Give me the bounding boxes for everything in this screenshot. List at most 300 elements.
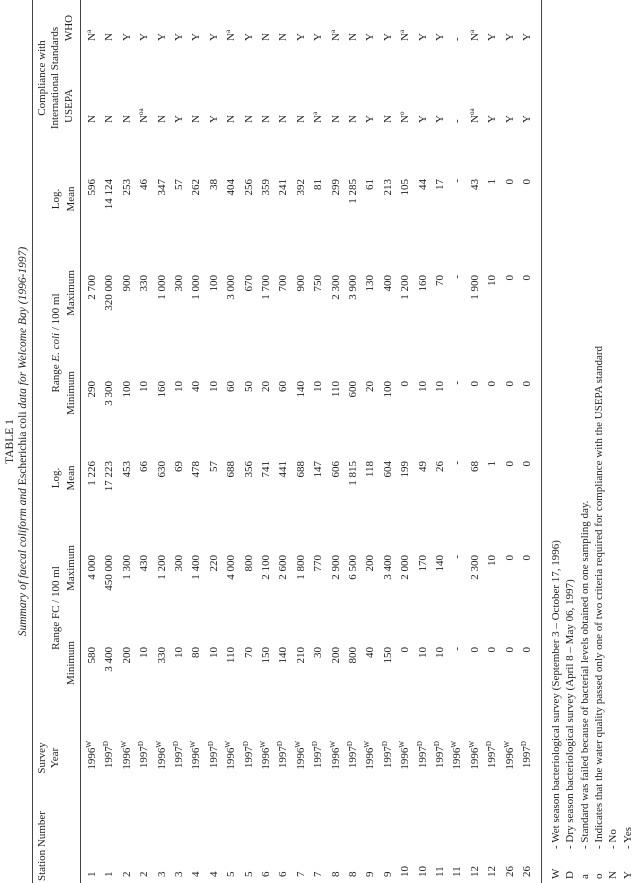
cell-fc-max xyxy=(399,555,412,613)
cell-value: 1997 xyxy=(312,746,325,769)
cell-value: 300 xyxy=(173,275,185,292)
cell-value: 1996 xyxy=(503,747,516,770)
footnote-text: - Dry season bacteriological survey (April 8 – May 06, 1997) xyxy=(564,579,577,849)
cell-value: - xyxy=(451,119,464,123)
cell-value: Y xyxy=(503,115,516,123)
cell-fc-mean xyxy=(364,461,377,503)
cell-value: 5 xyxy=(242,871,255,877)
cell-usepa xyxy=(121,93,134,123)
cell-value: 688 xyxy=(294,461,307,478)
cell-ec-max xyxy=(225,275,238,333)
cell-fc-max xyxy=(121,555,134,613)
cell-usepa xyxy=(486,93,499,123)
cell-ec-min xyxy=(364,381,377,421)
cell-value: 10 xyxy=(399,866,412,877)
cell-value: 110 xyxy=(225,647,238,664)
cell-fc-mean xyxy=(486,461,499,503)
cell-ec-max xyxy=(451,275,464,333)
cell-value: Y xyxy=(190,33,203,41)
cell-value: 1 226 xyxy=(86,461,98,486)
cell-value: N xyxy=(138,115,151,123)
header-range-fc: Range FC / 100 ml xyxy=(50,566,62,650)
cell-ec-mean xyxy=(312,179,325,223)
cell-value: 1 900 xyxy=(468,275,481,300)
cell-value: 4 xyxy=(207,871,220,877)
cell-value: 2 000 xyxy=(399,555,412,580)
cell-ec-mean xyxy=(103,179,116,223)
header-rule xyxy=(80,0,81,883)
cell-value: 10 xyxy=(312,381,325,392)
cell-value: 11 xyxy=(451,866,464,877)
cell-value: 741 xyxy=(260,461,272,478)
cell-value: 1997 xyxy=(486,746,499,769)
cell-ec-min xyxy=(382,381,395,421)
cell-value: N xyxy=(120,115,133,123)
cell-year xyxy=(138,741,151,783)
cell-value: Y xyxy=(486,115,499,123)
cell-value: Y xyxy=(364,115,377,123)
cell-station xyxy=(121,847,134,877)
cell-year xyxy=(399,741,412,783)
cell-value: 2 600 xyxy=(277,555,290,580)
cell-value: 0 xyxy=(521,275,533,281)
header-who: WHO xyxy=(63,14,75,42)
cell-value: 0 xyxy=(521,179,533,185)
cell-ec-max xyxy=(260,275,273,333)
cell-value: N xyxy=(399,33,412,41)
header-fc-minimum: Minimum xyxy=(65,641,77,686)
cell-year xyxy=(260,741,273,783)
cell-value: 1997 xyxy=(521,746,533,769)
cell-value: 110 xyxy=(329,381,342,398)
footnote-text: - No xyxy=(607,829,620,849)
cell-fc-mean xyxy=(103,461,116,503)
cell-ec-mean xyxy=(243,179,256,223)
cell-value: 10 xyxy=(173,647,185,658)
cell-value: 1997 xyxy=(173,746,185,769)
cell-superscript: D xyxy=(346,741,354,747)
cell-fc-min xyxy=(277,647,290,687)
cell-year xyxy=(225,741,238,783)
cell-value: 356 xyxy=(242,461,255,478)
cell-value: 1 xyxy=(103,871,116,877)
cell-value: 3 xyxy=(173,871,185,877)
cell-usepa xyxy=(469,93,482,123)
bottom-rule xyxy=(541,0,542,883)
cell-fc-max xyxy=(190,555,203,613)
cell-value: 100 xyxy=(207,275,220,292)
cell-value: 0 xyxy=(486,381,499,387)
cell-ec-max xyxy=(330,275,343,333)
cell-ec-max xyxy=(312,275,325,333)
cell-value: Y xyxy=(173,33,185,41)
cell-value: 441 xyxy=(277,461,290,478)
cell-value: Y xyxy=(207,33,220,41)
cell-ec-max xyxy=(173,275,186,333)
cell-value: 2 xyxy=(138,871,151,877)
footnote-key: D xyxy=(564,871,577,879)
cell-value: 600 xyxy=(347,381,359,398)
cell-value: 900 xyxy=(120,275,133,292)
cell-ec-max xyxy=(347,275,360,333)
cell-fc-max xyxy=(451,555,464,613)
cell-fc-min xyxy=(399,647,412,687)
cell-superscript: D xyxy=(520,741,528,747)
cell-value: 1996 xyxy=(120,747,133,770)
cell-fc-min xyxy=(469,647,482,687)
cell-value: 1996 xyxy=(225,747,238,770)
cell-who xyxy=(312,11,325,41)
cell-value: Y xyxy=(521,115,533,123)
cell-station xyxy=(364,847,377,877)
cell-value: N xyxy=(347,115,359,123)
cell-who xyxy=(156,11,169,41)
cell-fc-max xyxy=(295,555,308,613)
cell-value: 105 xyxy=(399,179,412,196)
cell-fc-mean xyxy=(138,461,151,503)
cell-year xyxy=(347,741,360,783)
cell-value: 2 100 xyxy=(260,555,272,580)
cell-value: 453 xyxy=(120,461,133,478)
cell-usepa xyxy=(364,93,377,123)
footnote-key: a xyxy=(578,874,591,879)
cell-ec-mean xyxy=(260,179,273,223)
cell-year xyxy=(486,741,499,783)
cell-value: 256 xyxy=(242,179,255,196)
header-ec-maximum: Maximum xyxy=(65,270,77,316)
cell-ec-max xyxy=(434,275,447,333)
cell-value: 210 xyxy=(294,647,307,664)
footnote-key: o xyxy=(592,873,605,879)
cell-ec-min xyxy=(86,381,99,421)
cell-value: 200 xyxy=(120,647,133,664)
cell-ec-mean xyxy=(121,179,134,223)
cell-value: 1 xyxy=(486,179,499,185)
cell-usepa xyxy=(434,93,447,123)
cell-station xyxy=(243,847,256,877)
cell-year xyxy=(243,741,256,783)
table-title xyxy=(17,0,29,883)
cell-value: 750 xyxy=(312,275,325,292)
cell-station xyxy=(295,847,308,877)
cell-who xyxy=(469,11,482,41)
cell-value: Y xyxy=(521,33,533,41)
footnote-key: W xyxy=(550,868,562,879)
cell-value: 6 xyxy=(277,871,290,877)
table-label: TABLE 1 xyxy=(4,419,16,464)
cell-value: 0 xyxy=(486,647,499,653)
cell-value: 400 xyxy=(381,275,394,292)
cell-fc-mean xyxy=(417,461,430,503)
cell-station xyxy=(330,847,343,877)
cell-station xyxy=(173,847,186,877)
cell-value: 57 xyxy=(173,179,185,190)
cell-ec-min xyxy=(504,381,517,421)
cell-value: 2 900 xyxy=(329,555,342,580)
cell-usepa xyxy=(260,93,273,123)
cell-value: 1997 xyxy=(207,746,220,769)
header-ec-mean: Mean xyxy=(65,186,77,212)
cell-fc-max xyxy=(382,555,395,613)
cell-fc-min xyxy=(312,647,325,687)
cell-value: 118 xyxy=(364,461,377,478)
cell-usepa xyxy=(399,93,412,123)
header-range-ecoli-post: / 100 ml xyxy=(50,293,62,333)
cell-value: 140 xyxy=(294,381,307,398)
cell-value: 61 xyxy=(364,179,377,190)
cell-value: 392 xyxy=(294,179,307,196)
cell-year xyxy=(364,741,377,783)
cell-value: 70 xyxy=(434,275,446,286)
cell-superscript: D xyxy=(380,741,389,747)
cell-fc-max xyxy=(347,555,360,613)
header-range-ecoli-pre: Range xyxy=(50,361,62,393)
cell-ec-mean xyxy=(208,179,221,223)
cell-station xyxy=(451,847,464,877)
cell-year xyxy=(312,741,325,783)
cell-value: 1 285 xyxy=(347,179,359,204)
cell-station xyxy=(260,847,273,877)
cell-station xyxy=(208,847,221,877)
cell-value: 430 xyxy=(138,555,151,572)
cell-year xyxy=(295,741,308,783)
cell-value: 800 xyxy=(242,555,255,572)
cell-value: 4 000 xyxy=(225,555,238,580)
cell-value: N xyxy=(260,33,272,41)
cell-fc-min xyxy=(504,647,517,687)
cell-ec-min xyxy=(417,381,430,421)
cell-value: 241 xyxy=(277,179,290,196)
cell-year xyxy=(103,741,116,783)
cell-value: 2 300 xyxy=(468,555,481,580)
cell-value: 1996 xyxy=(329,747,342,770)
cell-value: 253 xyxy=(120,179,133,196)
cell-value: 330 xyxy=(138,275,151,292)
cell-usepa xyxy=(417,93,430,123)
cell-usepa xyxy=(225,93,238,123)
cell-usepa xyxy=(295,93,308,123)
cell-who xyxy=(225,11,238,41)
cell-ec-mean xyxy=(417,179,430,223)
cell-superscript: W xyxy=(467,741,476,748)
cell-value: 478 xyxy=(190,461,203,478)
cell-value: 26 xyxy=(521,866,533,877)
cell-who xyxy=(103,11,116,41)
cell-superscript: o xyxy=(398,111,407,116)
cell-value: 68 xyxy=(468,461,481,472)
header-usepa: USEPA xyxy=(63,89,75,123)
cell-value: - xyxy=(451,555,464,559)
cell-value: 320 000 xyxy=(103,275,116,311)
header-fc-mean: Mean xyxy=(65,465,77,491)
cell-value: 300 xyxy=(173,555,185,572)
header-station-number: Station Number xyxy=(36,811,48,881)
cell-value: 220 xyxy=(207,555,220,572)
cell-superscript: W xyxy=(398,741,407,748)
cell-who xyxy=(208,11,221,41)
cell-value: Y xyxy=(416,33,429,41)
top-rule xyxy=(32,0,33,883)
cell-fc-mean xyxy=(312,461,325,503)
cell-ec-mean xyxy=(399,179,412,223)
cell-fc-min xyxy=(451,647,464,687)
cell-usepa xyxy=(347,93,360,123)
cell-value: 40 xyxy=(190,381,203,392)
title-part2: Escherichia coli xyxy=(17,411,29,486)
footnote-text: - Yes xyxy=(621,826,634,849)
cell-value: 199 xyxy=(399,461,412,478)
cell-fc-mean xyxy=(208,461,221,503)
cell-ec-min xyxy=(312,381,325,421)
cell-value: 1996 xyxy=(260,747,272,770)
cell-value: 26 xyxy=(503,866,516,877)
cell-superscript: D xyxy=(433,741,441,747)
cell-value: 8 xyxy=(329,871,342,877)
cell-superscript: W xyxy=(502,741,511,748)
cell-ec-max xyxy=(103,275,116,333)
cell-fc-mean xyxy=(121,461,134,503)
cell-value: 10 xyxy=(434,647,446,658)
cell-value: 81 xyxy=(312,179,325,190)
cell-ec-mean xyxy=(277,179,290,223)
cell-value: Y xyxy=(312,33,325,41)
cell-value: 10 xyxy=(207,381,220,392)
cell-superscript: a xyxy=(398,29,407,34)
cell-fc-mean xyxy=(190,461,203,503)
cell-fc-max xyxy=(312,555,325,613)
cell-fc-mean xyxy=(330,461,343,503)
cell-value: 6 xyxy=(260,871,272,877)
cell-value: 3 xyxy=(155,871,168,877)
cell-who xyxy=(277,11,290,41)
cell-value: 3 400 xyxy=(103,647,116,672)
cell-ec-mean xyxy=(486,179,499,223)
cell-ec-max xyxy=(156,275,169,333)
cell-station xyxy=(312,847,325,877)
cell-who xyxy=(138,11,151,41)
cell-superscript: W xyxy=(293,741,302,748)
cell-value: N xyxy=(329,115,342,123)
cell-value: Y xyxy=(155,33,168,41)
cell-who xyxy=(173,11,186,41)
cell-ec-max xyxy=(364,275,377,333)
cell-fc-min xyxy=(434,647,447,687)
cell-fc-mean xyxy=(434,461,447,503)
cell-ec-mean xyxy=(382,179,395,223)
cell-value: 100 xyxy=(120,381,133,398)
cell-value: Y xyxy=(434,33,446,41)
cell-who xyxy=(504,11,517,41)
cell-fc-min xyxy=(173,647,186,687)
cell-superscript: D xyxy=(415,741,424,747)
cell-value: 9 xyxy=(364,871,377,877)
cell-fc-min xyxy=(156,647,169,687)
cell-value: - xyxy=(451,461,464,465)
cell-value: 80 xyxy=(190,647,203,658)
cell-value: 20 xyxy=(364,381,377,392)
cell-superscript: D xyxy=(137,741,146,747)
cell-value: 7 xyxy=(312,871,325,877)
cell-superscript: W xyxy=(154,741,163,748)
cell-station xyxy=(469,847,482,877)
cell-superscript: D xyxy=(276,741,285,747)
cell-value: 14 124 xyxy=(103,179,116,210)
cell-fc-min xyxy=(190,647,203,687)
cell-usepa xyxy=(243,93,256,123)
cell-superscript: D xyxy=(172,741,180,747)
cell-station xyxy=(399,847,412,877)
cell-superscript: a xyxy=(328,29,337,34)
cell-value: 0 xyxy=(521,647,533,653)
cell-fc-min xyxy=(225,647,238,687)
cell-station xyxy=(277,847,290,877)
cell-value: 160 xyxy=(416,275,429,292)
cell-who xyxy=(260,11,273,41)
cell-value: 0 xyxy=(503,179,516,185)
cell-value: 2 xyxy=(120,871,133,877)
cell-fc-mean xyxy=(521,461,534,503)
cell-fc-max xyxy=(486,555,499,613)
cell-value: 1996 xyxy=(451,747,464,770)
footnote-key: N xyxy=(607,871,620,879)
footnote-text: - Indicates that the water quality passed only one of two criteria required for compliance with the USEPA standard xyxy=(592,345,605,849)
cell-value: 10 xyxy=(416,866,429,877)
cell-ec-min xyxy=(225,381,238,421)
cell-value: 10 xyxy=(416,647,429,658)
cell-usepa xyxy=(190,93,203,123)
cell-ec-max xyxy=(243,275,256,333)
cell-year xyxy=(521,741,534,783)
cell-fc-min xyxy=(486,647,499,687)
cell-superscript: W xyxy=(259,741,267,748)
cell-value: 3 300 xyxy=(103,381,116,406)
cell-ec-min xyxy=(434,381,447,421)
cell-year xyxy=(330,741,343,783)
cell-fc-mean xyxy=(86,461,99,503)
cell-value: 150 xyxy=(381,647,394,664)
cell-value: 100 xyxy=(381,381,394,398)
cell-value: 160 xyxy=(155,381,168,398)
cell-superscript: W xyxy=(450,741,459,748)
cell-value: 1996 xyxy=(364,747,377,770)
header-log-fc: Log. xyxy=(50,467,62,489)
cell-value: N xyxy=(260,115,272,123)
cell-who xyxy=(330,11,343,41)
cell-usepa xyxy=(330,93,343,123)
cell-value: 44 xyxy=(416,179,429,190)
cell-fc-max xyxy=(103,555,116,613)
header-survey-year: Survey Year xyxy=(36,742,61,774)
cell-fc-min xyxy=(208,647,221,687)
cell-who xyxy=(417,11,430,41)
header-ec-minimum: Minimum xyxy=(65,371,77,416)
cell-year xyxy=(451,741,464,783)
cell-value: 38 xyxy=(207,179,220,190)
cell-value: 2 700 xyxy=(86,275,98,300)
cell-fc-min xyxy=(521,647,534,687)
cell-value: 1 xyxy=(86,871,98,877)
cell-ec-mean xyxy=(347,179,360,223)
cell-fc-min xyxy=(243,647,256,687)
cell-value: 12 xyxy=(468,866,481,877)
cell-station xyxy=(86,847,99,877)
cell-value: 12 xyxy=(486,866,499,877)
cell-ec-max xyxy=(86,275,99,333)
cell-year xyxy=(121,741,134,783)
cell-ec-min xyxy=(486,381,499,421)
cell-value: 17 223 xyxy=(103,461,116,492)
cell-fc-min xyxy=(330,647,343,687)
